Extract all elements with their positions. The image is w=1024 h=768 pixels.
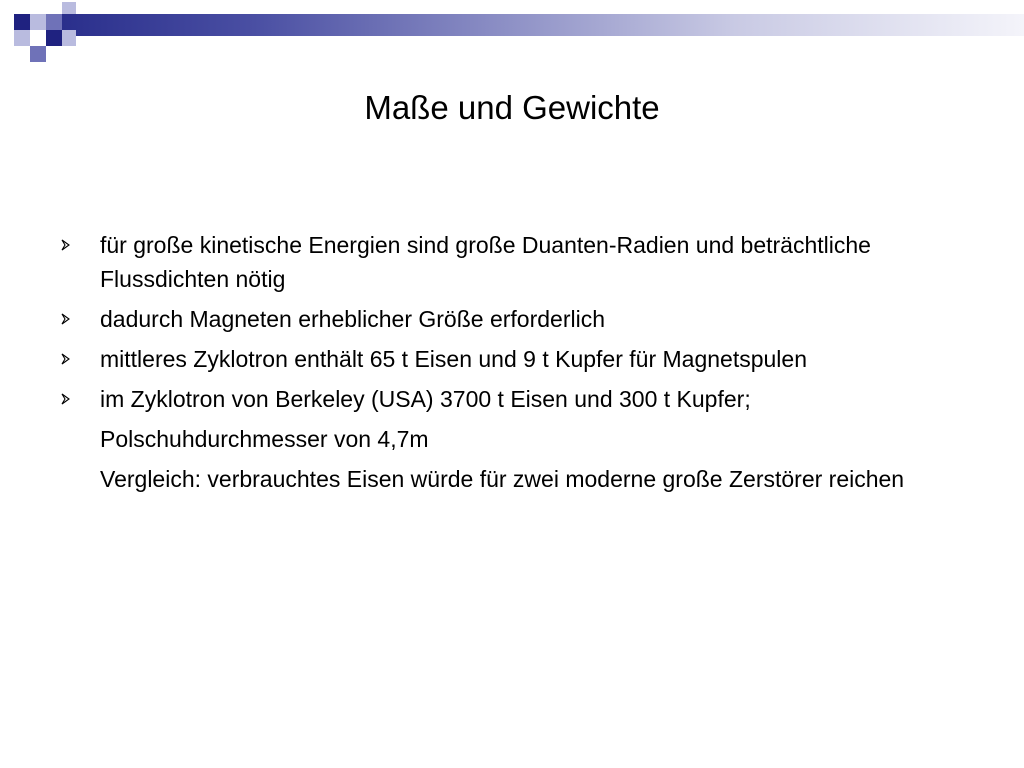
decor-square-icon: [62, 30, 76, 46]
list-item: [60, 382, 920, 416]
header-gradient-band: [62, 14, 1024, 36]
decor-square-icon: [30, 46, 46, 62]
bullet-text: mittleres Zyklotron enthält 65 t Eisen und 9 t Kupfer für Magnetspulen: [100, 346, 807, 372]
decor-square-icon: [62, 2, 76, 14]
decor-square-icon: [14, 14, 30, 30]
bullet-text: für große kinetische Energien sind große Duanten-Radien und beträchtliche Flussdichten nötig: [100, 232, 871, 292]
list-item: [60, 302, 920, 336]
bullet-list: [60, 228, 920, 502]
arrow-bullet-icon: [60, 342, 100, 376]
continuation-line: Polschuhdurchmesser von 4,7m: [100, 426, 429, 452]
bullet-text: im Zyklotron von Berkeley (USA) 3700 t Eisen und 300 t Kupfer;: [100, 386, 751, 412]
list-item: [60, 228, 920, 296]
decor-square-icon: [46, 14, 62, 30]
arrow-bullet-icon: [60, 382, 100, 416]
arrow-bullet-icon: [60, 302, 100, 336]
bullet-text: dadurch Magneten erheblicher Größe erforderlich: [100, 306, 605, 332]
continuation-block: [60, 422, 920, 496]
decor-square-icon: [14, 30, 30, 46]
decor-square-icon: [46, 30, 62, 46]
continuation-line: Vergleich: verbrauchtes Eisen würde für zwei moderne große Zerstörer reichen: [100, 466, 905, 492]
slide-title: Maße und Gewichte: [364, 89, 660, 126]
list-item: [60, 342, 920, 376]
decor-square-icon: [30, 14, 46, 30]
arrow-bullet-icon: [60, 228, 100, 262]
